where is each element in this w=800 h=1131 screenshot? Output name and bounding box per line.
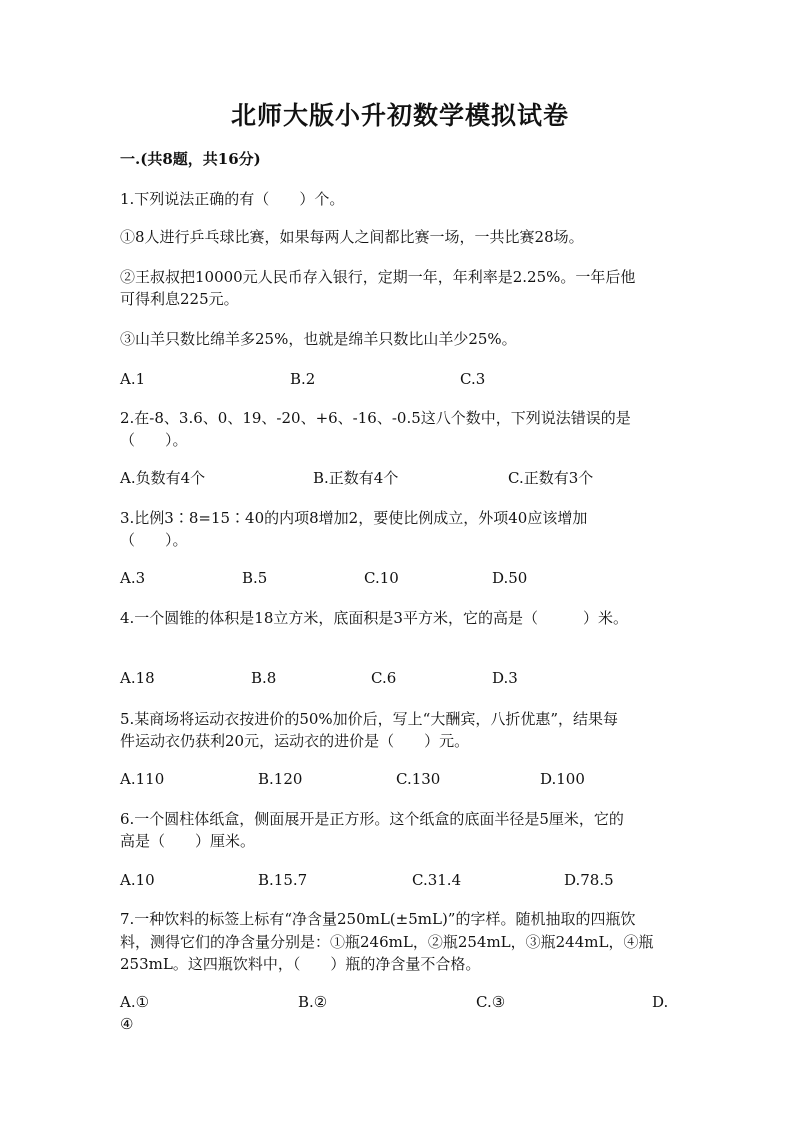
question-3-option-b: B.5 bbox=[242, 569, 268, 587]
question-3-stem-cont: （ ）。 bbox=[120, 531, 188, 549]
question-6-stem-cont: 高是（ ）厘米。 bbox=[120, 832, 256, 850]
section-heading: 一.(共8题，共16分) bbox=[120, 150, 261, 168]
question-2-option-a: A.负数有4个 bbox=[120, 469, 206, 487]
question-2-option-b: B.正数有4个 bbox=[313, 469, 399, 487]
question-5-option-d: D.100 bbox=[540, 770, 585, 788]
question-5-option-a: A.110 bbox=[120, 770, 165, 788]
question-3-option-a: A.3 bbox=[120, 569, 146, 587]
question-1-statement-3: ③山羊只数比绵羊多25%，也就是绵羊只数比山羊少25%。 bbox=[120, 330, 517, 348]
question-6-stem: 6.一个圆柱体纸盒，侧面展开是正方形。这个纸盒的底面半径是5厘米，它的 bbox=[120, 810, 624, 828]
question-3-option-d: D.50 bbox=[492, 569, 528, 587]
question-4-option-a: A.18 bbox=[120, 669, 155, 687]
question-5-option-c: C.130 bbox=[396, 770, 441, 788]
question-7-option-b: B.② bbox=[298, 993, 328, 1011]
question-6-option-d: D.78.5 bbox=[564, 871, 614, 889]
question-1-statement-2: ②王叔叔把10000元人民币存入银行，定期一年，年利率是2.25%。一年后他 bbox=[120, 268, 636, 286]
question-6-option-a: A.10 bbox=[120, 871, 155, 889]
question-5-option-b: B.120 bbox=[258, 770, 303, 788]
question-7-option-d: D. bbox=[652, 993, 669, 1011]
question-2-stem-cont: （ ）。 bbox=[120, 431, 188, 449]
question-2-option-c: C.正数有3个 bbox=[508, 469, 594, 487]
page-title: 北师大版小升初数学模拟试卷 bbox=[230, 101, 569, 130]
question-7-option-d-wrap: ④ bbox=[120, 1015, 134, 1033]
question-1-option-c: C.3 bbox=[460, 370, 486, 388]
question-7-stem-cont-1: 料，测得它们的净含量分别是：①瓶246mL，②瓶254mL，③瓶244mL，④瓶 bbox=[120, 933, 654, 951]
question-1-statement-2-cont: 可得利息225元。 bbox=[120, 290, 239, 308]
question-7-option-a: A.① bbox=[120, 993, 150, 1011]
question-1-statement-1: ①8人进行乒乓球比赛，如果每两人之间都比赛一场，一共比赛28场。 bbox=[120, 228, 584, 246]
question-1-option-b: B.2 bbox=[290, 370, 316, 388]
question-6-option-c: C.31.4 bbox=[412, 871, 462, 889]
question-1-stem: 1.下列说法正确的有（ ）个。 bbox=[120, 190, 345, 208]
question-5-stem: 5.某商场将运动衣按进价的50%加价后，写上“大酬宾，八折优惠”，结果每 bbox=[120, 710, 618, 728]
question-4-option-c: C.6 bbox=[371, 669, 397, 687]
question-7-option-c: C.③ bbox=[476, 993, 506, 1011]
question-1-option-a: A.1 bbox=[120, 370, 146, 388]
question-3-option-c: C.10 bbox=[364, 569, 399, 587]
question-2-stem: 2.在-8、3.6、0、19、-20、+6、-16、-0.5这八个数中，下列说法错误的是 bbox=[120, 409, 631, 427]
question-7-stem-cont-2: 253mL。这四瓶饮料中，（ ）瓶的净含量不合格。 bbox=[120, 955, 481, 973]
question-7-stem: 7.一种饮料的标签上标有“净含量250mL(±5mL)”的字样。随机抽取的四瓶饮 bbox=[120, 910, 636, 928]
question-5-stem-cont: 件运动衣仍获利20元，运动衣的进价是（ ）元。 bbox=[120, 732, 470, 750]
question-4-option-d: D.3 bbox=[492, 669, 518, 687]
question-4-option-b: B.8 bbox=[251, 669, 277, 687]
question-3-stem: 3.比例3∶8=15∶40的内项8增加2，要使比例成立，外项40应该增加 bbox=[120, 509, 588, 527]
question-4-stem: 4.一个圆锥的体积是18立方米，底面积是3平方米，它的高是（ ）米。 bbox=[120, 609, 628, 627]
question-6-option-b: B.15.7 bbox=[258, 871, 308, 889]
